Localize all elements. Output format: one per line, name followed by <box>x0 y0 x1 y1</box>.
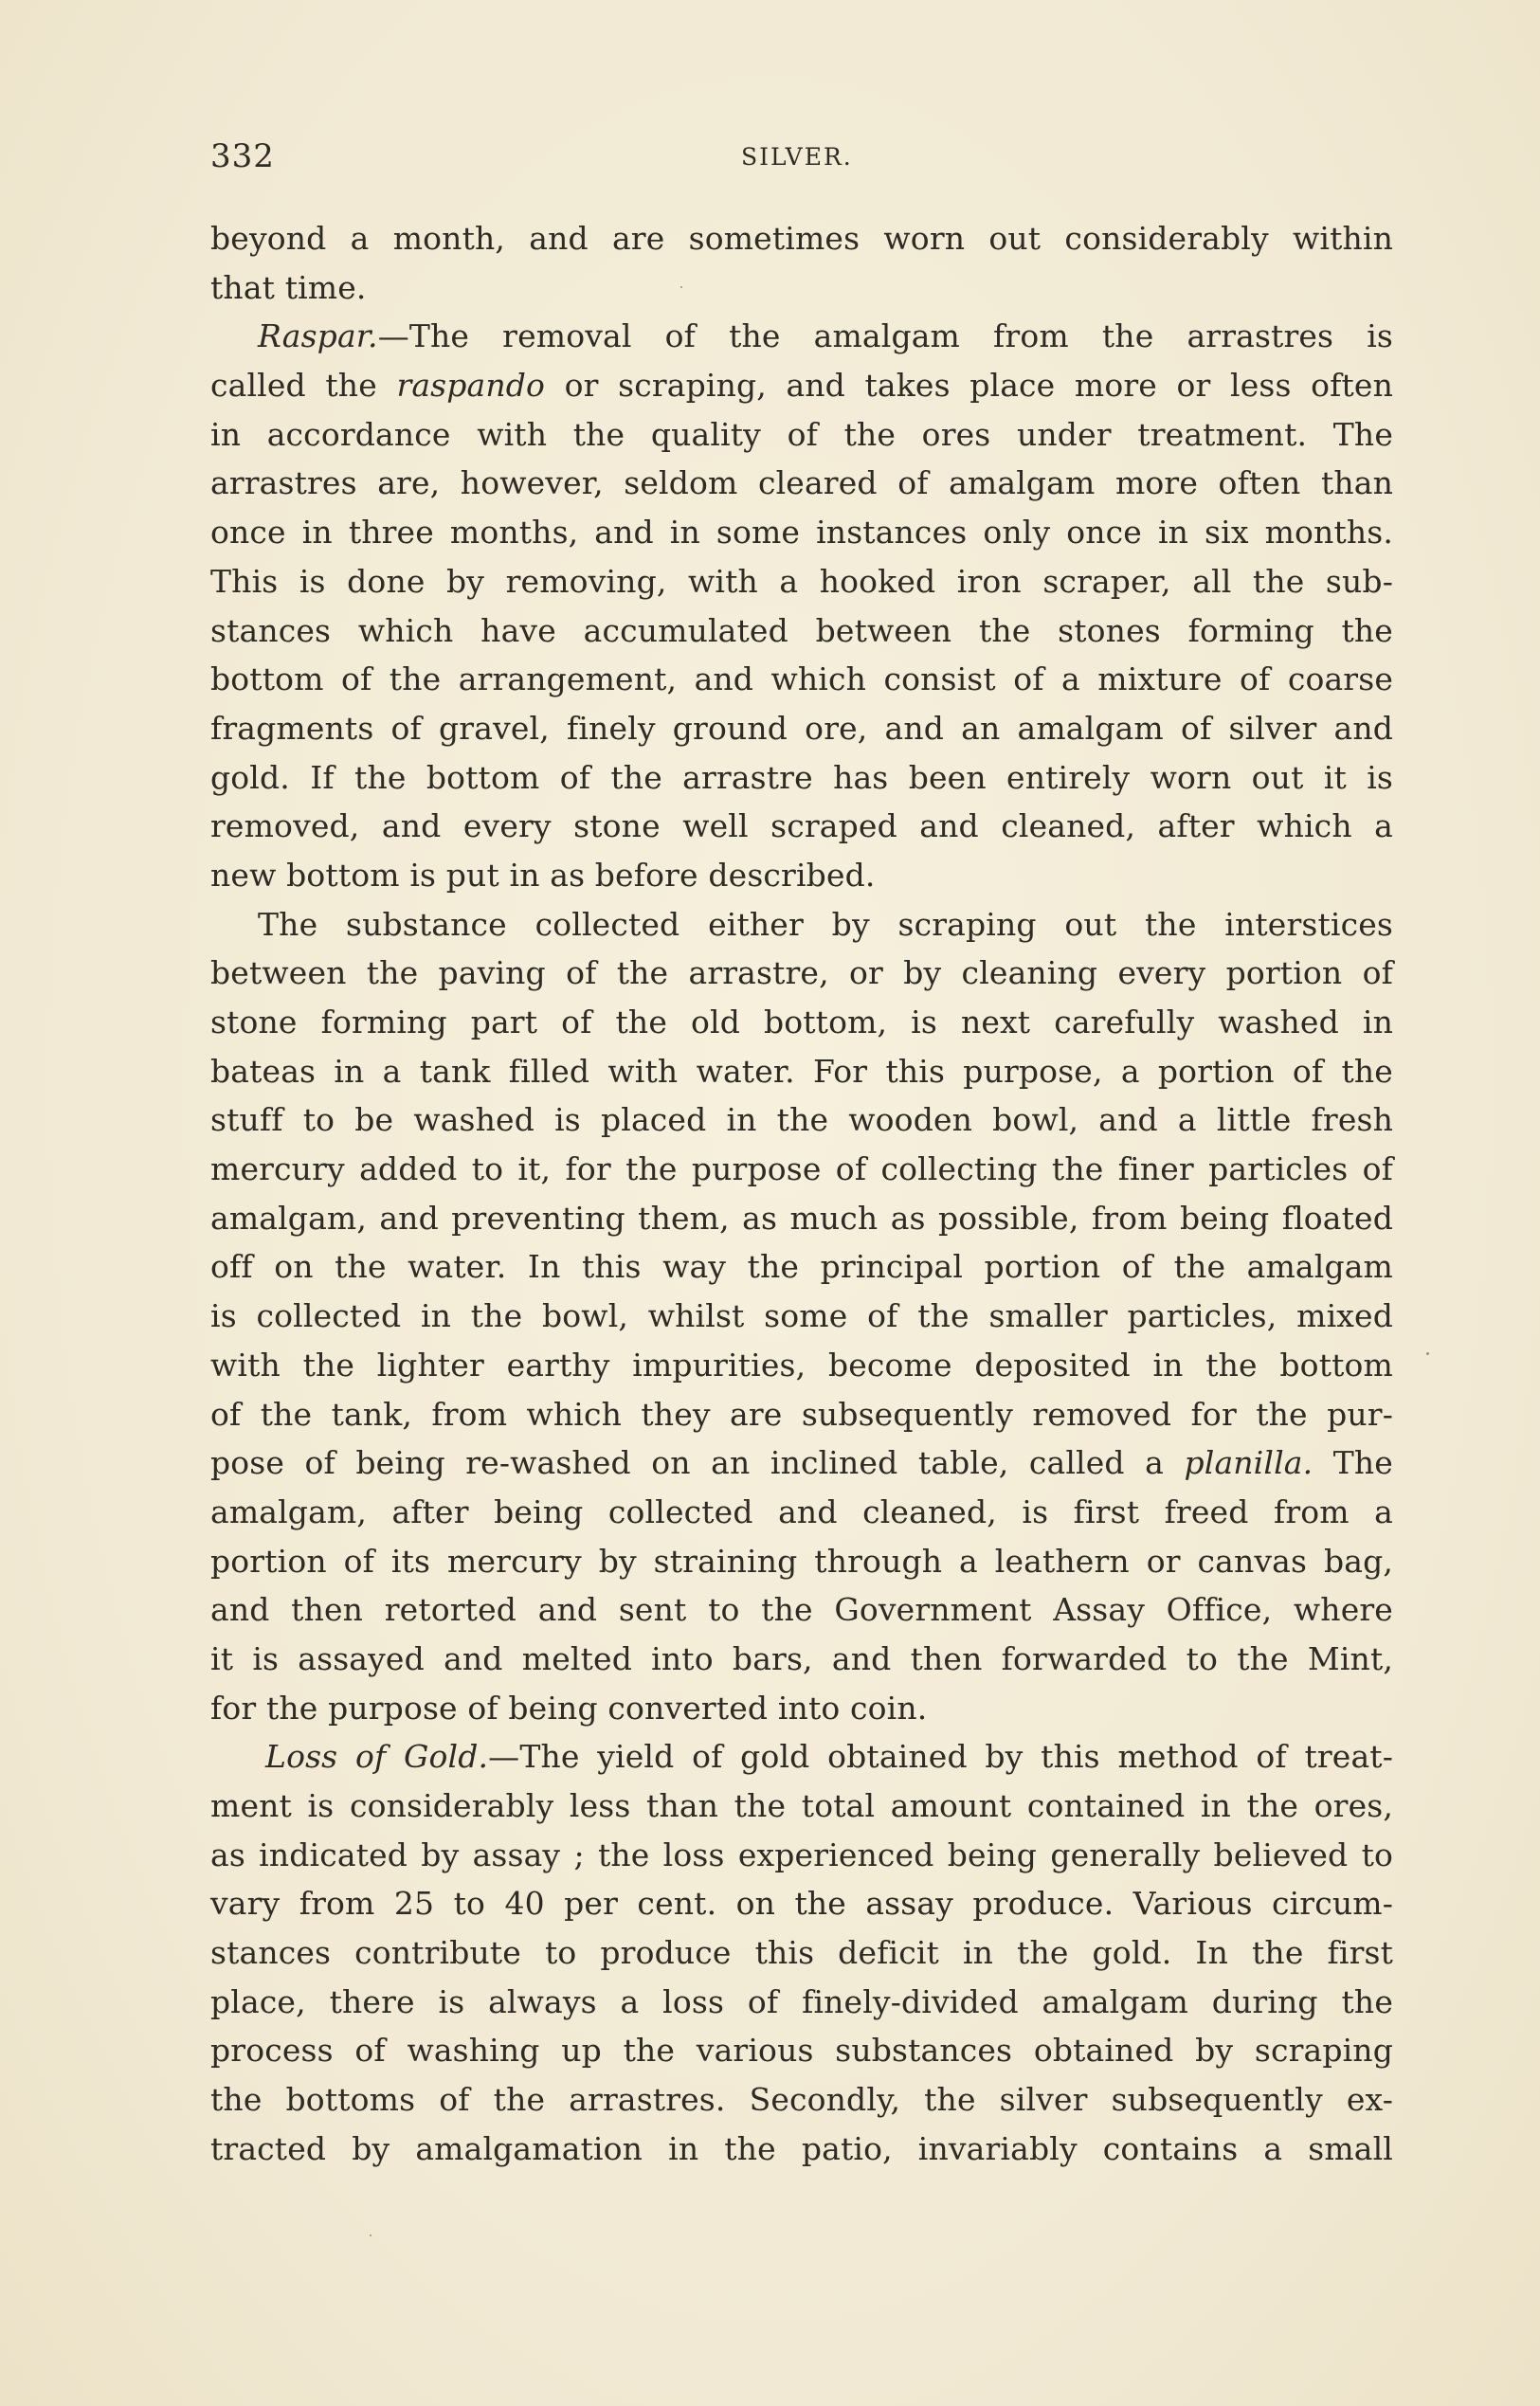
text-line: gold. If the bottom of the arrastre has been entirely worn out it is <box>210 758 1393 796</box>
text-line: it is assayed and melted into bars, and then forwarded to the Mint, <box>210 1639 1393 1677</box>
text-line: tracted by amalgamation in the patio, invariably contains a small <box>210 2129 1393 2167</box>
text-line: Raspar.—The removal of the amalgam from the arrastres is <box>258 317 1393 355</box>
text-line: ment is considerably less than the total amount contained in the ores, <box>210 1787 1393 1824</box>
text-line: and then retorted and sent to the Government Assay Office, where <box>210 1591 1393 1629</box>
text-line: arrastres are, however, seldom cleared of amalgam more often than <box>210 464 1393 502</box>
text-line: stances contribute to produce this deficit in the gold. In the first <box>210 1934 1393 1972</box>
text-line: between the paving of the arrastre, or by cleaning every portion of <box>210 954 1393 992</box>
text-line: of the tank, from which they are subsequently removed for the pur- <box>210 1395 1393 1433</box>
text-line: with the lighter earthy impurities, become deposited in the bottom <box>210 1346 1393 1384</box>
text-line: stuff to be washed is placed in the wooden bowl, and a little fresh <box>210 1101 1393 1139</box>
page-header <box>210 137 1395 185</box>
text-line: pose of being re-washed on an inclined table, called a planilla. The <box>210 1444 1393 1482</box>
text-line: is collected in the bowl, whilst some of the smaller particles, mixed <box>210 1297 1393 1335</box>
text-line: in accordance with the quality of the ores under treatment. The <box>210 415 1393 453</box>
text-line: stone forming part of the old bottom, is next carefully washed in <box>210 1004 1393 1040</box>
text-line: that time. <box>210 268 367 306</box>
text-line: beyond a month, and are sometimes worn out considerably within <box>210 220 1393 257</box>
text-line: amalgam, after being collected and cleaned, is first freed from a <box>210 1492 1393 1530</box>
text-line: called the raspando or scraping, and takes place more or less often <box>210 367 1393 405</box>
page-number: 332 <box>210 137 275 175</box>
text-line: bottom of the arrangement, and which consist of a mixture of coarse <box>210 660 1393 698</box>
paper-speck <box>370 2234 371 2236</box>
text-line: off on the water. In this way the principal portion of the amalgam <box>210 1248 1393 1286</box>
paper-speck <box>1426 1352 1429 1355</box>
text-line: mercury added to it, for the purpose of collecting the finer particles of <box>210 1150 1393 1188</box>
text-line: bateas in a tank filled with water. For this purpose, a portion of the <box>210 1052 1393 1090</box>
text-line: The substance collected either by scraping out the interstices <box>258 905 1393 943</box>
text-line: vary from 25 to 40 per cent. on the assay produce. Various circum- <box>210 1885 1393 1923</box>
text-line: place, there is always a loss of finely-divided amalgam during the <box>210 1982 1393 2020</box>
text-line: the bottoms of the arrastres. Secondly, the silver subsequently ex- <box>210 2081 1393 2119</box>
italic-term: raspando <box>396 367 546 405</box>
text-line: stances which have accumulated between the stones forming the <box>210 611 1393 649</box>
italic-term: planilla. <box>1184 1444 1314 1482</box>
section-heading-raspar: Raspar. <box>258 317 378 355</box>
text-line: process of washing up the various substances obtained by scraping <box>210 2032 1393 2070</box>
paper-speck <box>680 286 682 288</box>
text-line: portion of its mercury by straining through a leathern or canvas bag, <box>210 1542 1393 1580</box>
text-line: fragments of gravel, finely ground ore, and an amalgam of silver and <box>210 709 1393 747</box>
text-line: This is done by removing, with a hooked iron scraper, all the sub- <box>210 562 1393 600</box>
text-line: once in three months, and in some instances only once in six months. <box>210 514 1393 552</box>
running-head: SILVER. <box>741 143 853 171</box>
section-heading-loss-of-gold: Loss of Gold. <box>265 1738 489 1776</box>
text-line: new bottom is put in as before described. <box>210 856 876 894</box>
text-line: as indicated by assay ; the loss experienced being generally believed to <box>210 1836 1393 1873</box>
body-text <box>210 214 1393 2174</box>
text-line: Loss of Gold.—The yield of gold obtained by this method of treat- <box>265 1738 1393 1776</box>
text-line: removed, and every stone well scraped and cleaned, after which a <box>210 807 1393 845</box>
text-line: amalgam, and preventing them, as much as possible, from being floated <box>210 1199 1393 1237</box>
text-line: for the purpose of being converted into coin. <box>210 1689 928 1727</box>
